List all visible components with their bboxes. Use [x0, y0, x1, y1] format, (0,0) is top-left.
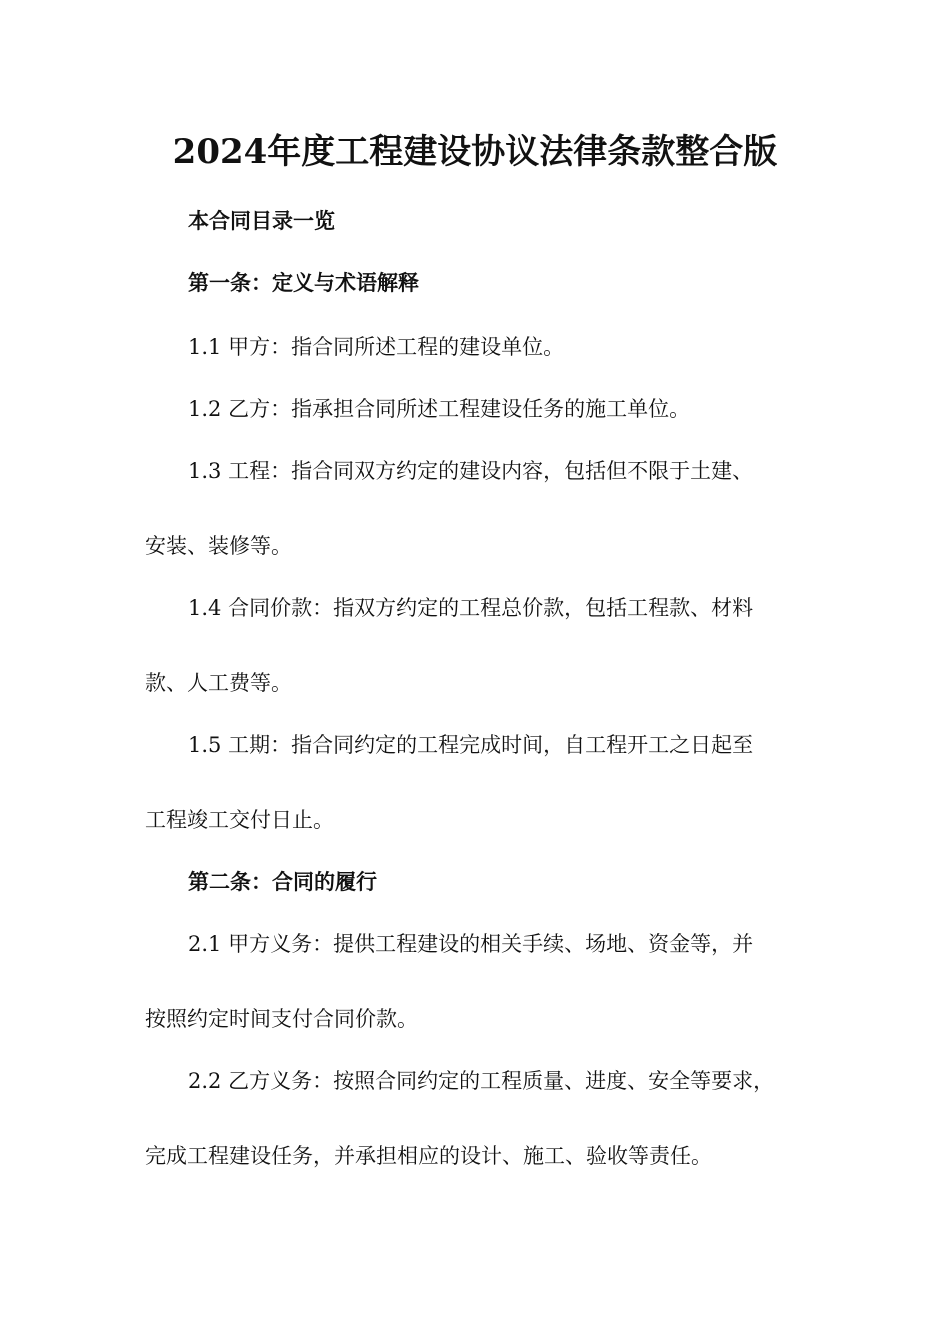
clause-2-2-line-2: 完成工程建设任务，并承担相应的设计、施工、验收等责任。 — [145, 1144, 712, 1168]
clause-1-4-line-2: 款、人工费等。 — [145, 671, 292, 695]
toc-heading: 本合同目录一览 — [188, 208, 335, 233]
clause-1-4-line-1: 1.4 合同价款：指双方约定的工程总价款，包括工程款、材料 — [188, 596, 754, 620]
clause-1-2: 1.2 乙方：指承担合同所述工程建设任务的施工单位。 — [188, 397, 691, 421]
clause-1-3-line-2: 安装、装修等。 — [145, 534, 292, 558]
clause-2-1-line-2: 按照约定时间支付合同价款。 — [145, 1007, 418, 1031]
clause-2-2-line-1: 2.2 乙方义务：按照合同约定的工程质量、进度、安全等要求， — [188, 1069, 775, 1093]
clause-1-5-line-2: 工程竣工交付日止。 — [145, 808, 334, 832]
article-2-heading: 第二条：合同的履行 — [188, 869, 377, 894]
clause-1-5-line-1: 1.5 工期：指合同约定的工程完成时间，自工程开工之日起至 — [188, 733, 754, 757]
article-1-heading: 第一条：定义与术语解释 — [188, 270, 419, 295]
document-title: 2024年度工程建设协议法律条款整合版 — [172, 132, 778, 172]
clause-1-3-line-1: 1.3 工程：指合同双方约定的建设内容，包括但不限于土建、 — [188, 459, 754, 483]
clause-2-1-line-1: 2.1 甲方义务：提供工程建设的相关手续、场地、资金等，并 — [188, 932, 754, 956]
clause-1-1: 1.1 甲方：指合同所述工程的建设单位。 — [188, 335, 565, 359]
